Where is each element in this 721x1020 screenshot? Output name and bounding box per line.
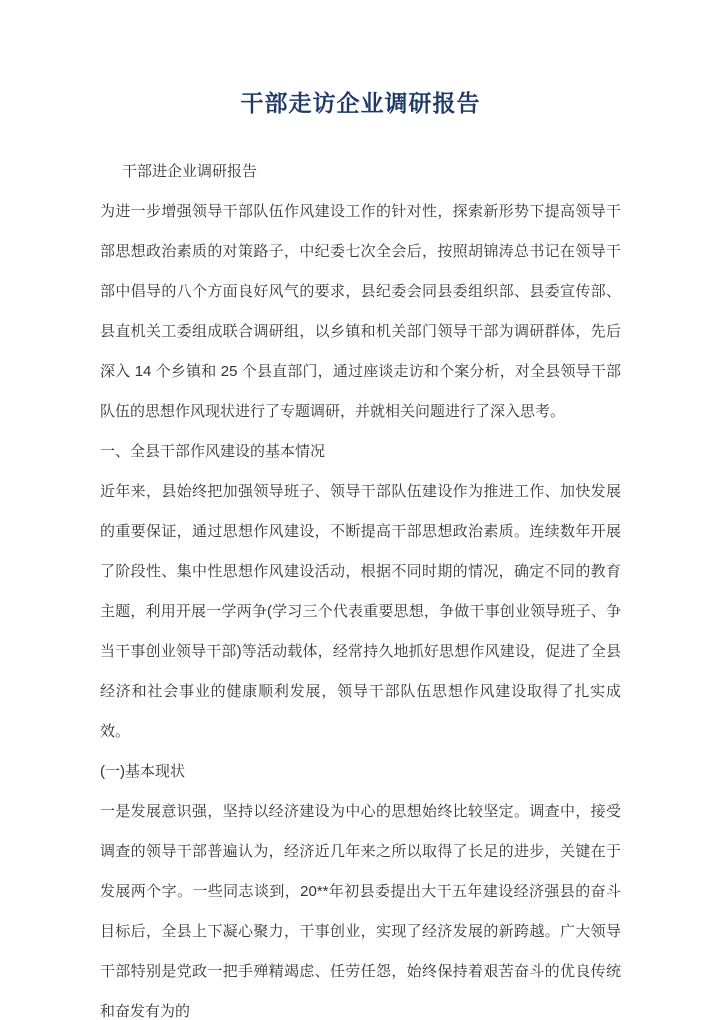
paragraph-section-heading-1: 一、全县干部作风建设的基本情况 xyxy=(100,443,326,460)
paragraph-intro: 为进一步增强领导干部队伍作风建设工作的针对性，探索新形势下提高领导干部思想政治素质的对策路子，中纪委七次全会后，按照胡锦涛总书记在领导干部中倡导的八个方面良好风气的要求，县纪委会同县委组织部、县委宣传部、县直机关工委组成联合调研组，以乡镇和机关部门领导干部为调研群体，先后深入 14 个乡镇和 25 个县直部门，通过座谈走访和个案分析，对全县领导干部队伍的思想作风现状进行了专题调研，并就相关问题进行了深入思考。 xyxy=(100,203,621,420)
paragraph-subtitle: 干部进企业调研报告 xyxy=(122,163,258,180)
paragraph-subsection-heading-1: (一)基本现状 xyxy=(100,763,185,780)
paragraph-section-1-body: 近年来，县始终把加强领导班子、领导干部队伍建设作为推进工作、加快发展的重要保证，通过思想作风建设，不断提高干部思想政治素质。连续数年开展了阶段性、集中性思想作风建设活动，根据不同时期的情况，确定不同的教育主题，利用开展一学两争(学习三个代表重要思想，争做干事创业领导班子、争当干事创业领导干部)等活动载体，经常持久地抓好思想作风建设，促进了全县经济和社会事业的健康顺利发展，领导干部队伍思想作风建设取得了扎实成效。 xyxy=(100,483,621,740)
paragraph-subsection-1-body: 一是发展意识强，坚持以经济建设为中心的思想始终比较坚定。调查中，接受调查的领导干部普遍认为，经济近几年来之所以取得了长足的进步，关键在于发展两个字。一些同志谈到，20**年初县委提出大干五年建设经济强县的奋斗目标后，全县上下凝心聚力，干事创业，实现了经济发展的新跨越。广大领导干部特别是党政一把手殚精竭虑、任劳任怨，始终保持着艰苦奋斗的优良传统和奋发有为的 xyxy=(100,803,621,1020)
document-title: 干部走访企业调研报告 xyxy=(240,90,481,116)
document-body xyxy=(100,152,621,1020)
